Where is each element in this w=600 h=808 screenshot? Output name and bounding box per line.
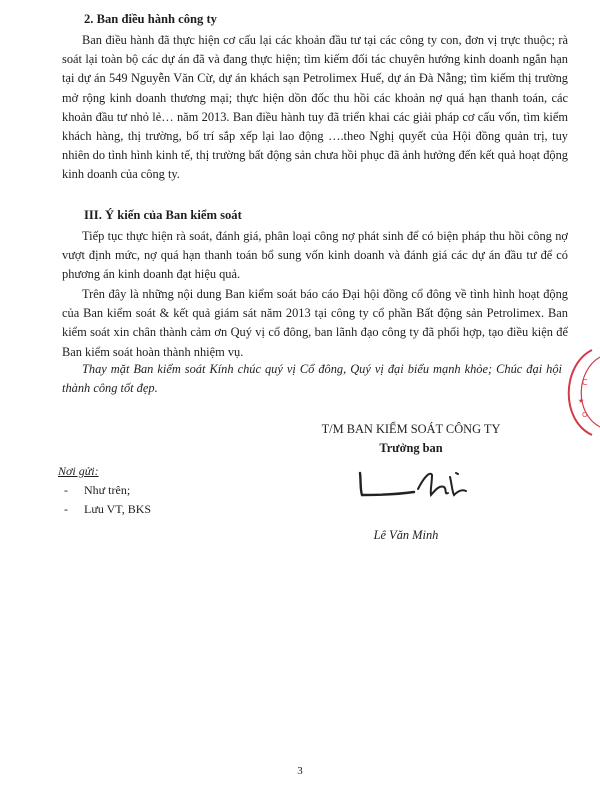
signature-block [296,420,526,458]
handwritten-signature [352,465,482,505]
red-seal-stamp [552,345,600,440]
recipients-list [58,462,151,519]
section-3-paragraph-1: Tiếp tục thực hiện rà soát, đánh giá, phân loại công nợ phát sinh để có biện pháp thu hồi công nợ vượt định mức, nợ quá hạn thanh toán bổ sung vốn kinh doanh và đánh giá các dự án đầu tư để có phương án kinh doanh đạt hiệu quả. [62,229,568,282]
section-2-heading: 2. Ban điều hành công ty [84,12,217,26]
signature-org: T/M BAN KIỂM SOÁT CÔNG TY [321,422,501,436]
section-3-heading: III. Ý kiến của Ban kiểm soát [84,208,242,222]
section-2-paragraph: Ban điều hành đã thực hiện cơ cấu lại các khoản đầu tư tại các công ty con, đơn vị trực thuộc; rà soát lại toàn bộ các dự án đã và đang thực hiện; tìm kiếm đối tác chuyên hướng kinh doanh ngắn hạn tại dự án 549 Nguyễn Văn Cừ, dự án khách sạn Petrolimex Huế, dự án Đà Nẵng; tìm kiếm thị trường mở rộng kinh doanh thương mại; thực hiện dồn đốc thu hồi các khoản nợ quá hạn thanh toán, các khoản đầu tư nhỏ lẻ… năm 2013. Ban điều hành tuy đã triển khai các giải pháp cơ cấu vốn, tìm kiếm khách hàng, thị trường, bố trí sắp xếp lại lao động ….theo Nghị quyết của Hội đồng quản trị, tuy nhiên do tình hình kinh tế, thị trường bất động sản chưa hồi phục đã ảnh hưởng đến kết quả hoạt động kinh doanh của công ty. [62,33,568,182]
svg-text:C: C [582,378,588,387]
closing-wishes: Thay mặt Ban kiểm soát Kính chúc quý vị Cổ đông, Quý vị đại biểu mạnh khỏe; Chúc đại hội thành công tốt đẹp. [62,362,562,396]
recipients-label: Nơi gửi: [58,464,99,478]
signature-title: Trưởng ban [379,441,443,455]
page-number: 3 [297,765,303,777]
signer-name: Lê Văn Minh [373,528,439,542]
recipient-item: - Lưu VT, BKS [64,502,152,516]
svg-text:★: ★ [578,397,585,405]
svg-text:O: O [582,411,588,419]
section-3-paragraph-2: Trên đây là những nội dung Ban kiểm soát báo cáo Đại hội đồng cổ đông về tình hình hoạt động của Ban kiểm soát & kết quả giám sát năm 2013 tại công ty cổ phần Bất động sản Petrolimex. Ban kiểm soát xin chân thành cảm ơn Quý vị cổ đông, ban lãnh đạo công ty đã phối hợp, tạo điều kiện để Ban kiểm soát hoàn thành nhiệm vụ. [62,287,568,359]
recipient-item: - Như trên; [64,483,131,497]
